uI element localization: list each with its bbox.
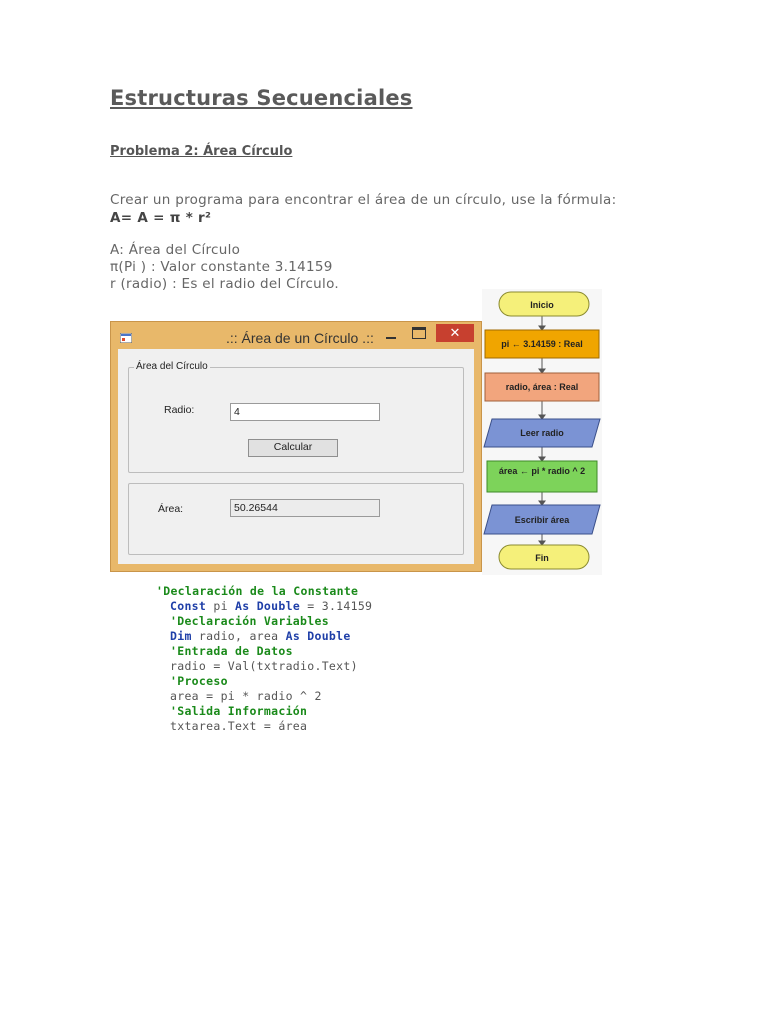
code-line	[170, 599, 372, 613]
code-text: = 3.14159	[300, 599, 373, 613]
code-line	[170, 614, 329, 628]
flow-text-end: Fin	[535, 553, 549, 563]
calculate-button[interactable]: Calcular	[248, 439, 338, 457]
code-line	[170, 629, 351, 643]
code-line	[170, 689, 322, 703]
form-client-area	[118, 349, 474, 564]
code-comment: 'Entrada de Datos	[170, 644, 293, 658]
code-line	[170, 644, 293, 658]
problem-subtitle: Problema 2: Área Círculo	[110, 144, 293, 159]
window-title: .:: Área de un Círculo .::	[226, 330, 374, 346]
code-keyword: Const	[170, 599, 207, 613]
code-line	[170, 704, 307, 718]
flow-text-process: área ← pi * radio ^ 2	[498, 466, 586, 476]
radio-input[interactable]: 4	[230, 403, 380, 421]
app-icon	[120, 333, 132, 343]
code-comment: 'Proceso	[170, 674, 228, 688]
code-keyword: As Double	[235, 599, 301, 613]
code-text: pi	[206, 599, 236, 613]
definition-pi: π(Pi ) : Valor constante 3.14159	[110, 259, 333, 275]
code-keyword: As Double	[285, 629, 351, 643]
intro-text: Crear un programa para encontrar el área de un círculo, use la fórmula:	[110, 192, 617, 208]
code-comment: 'Declaración de la Constante	[156, 584, 359, 598]
code-text: radio, area	[191, 629, 286, 643]
result-groupbox	[128, 483, 464, 555]
flow-text-read: Leer radio	[520, 428, 564, 438]
flow-text-write: Escribir área	[514, 515, 570, 525]
code-text: area = pi * radio ^ 2	[170, 689, 322, 703]
radio-label: Radio:	[164, 404, 195, 416]
code-line	[170, 674, 228, 688]
code-line	[170, 719, 307, 733]
page-title: Estructuras Secuenciales	[110, 86, 413, 110]
area-output[interactable]: 50.26544	[230, 499, 380, 517]
flow-text-declare: radio, área : Real	[505, 382, 579, 392]
close-button[interactable]: ✕	[436, 324, 474, 342]
code-comment: 'Declaración Variables	[170, 614, 329, 628]
code-keyword: Dim	[170, 629, 192, 643]
code-text: txtarea.Text = área	[170, 719, 308, 733]
area-form-window	[110, 321, 482, 572]
groupbox-label: Área del Círculo	[136, 361, 208, 372]
code-text: radio = Val(txtradio.Text)	[170, 659, 358, 673]
flow-text-start: Inicio	[530, 300, 554, 310]
code-comment: 'Salida Información	[170, 704, 308, 718]
definition-area: A: Área del Círculo	[110, 242, 241, 258]
code-line	[156, 584, 358, 598]
area-label: Área:	[158, 503, 184, 515]
flow-text-pi: pi ← 3.14159 : Real	[501, 339, 583, 349]
minimize-icon[interactable]	[380, 329, 402, 343]
flowchart	[482, 289, 602, 575]
maximize-icon[interactable]	[412, 327, 426, 339]
definition-radius: r (radio) : Es el radio del Círculo.	[110, 276, 339, 292]
formula: A= A = π * r²	[110, 210, 212, 226]
code-line	[170, 659, 358, 673]
